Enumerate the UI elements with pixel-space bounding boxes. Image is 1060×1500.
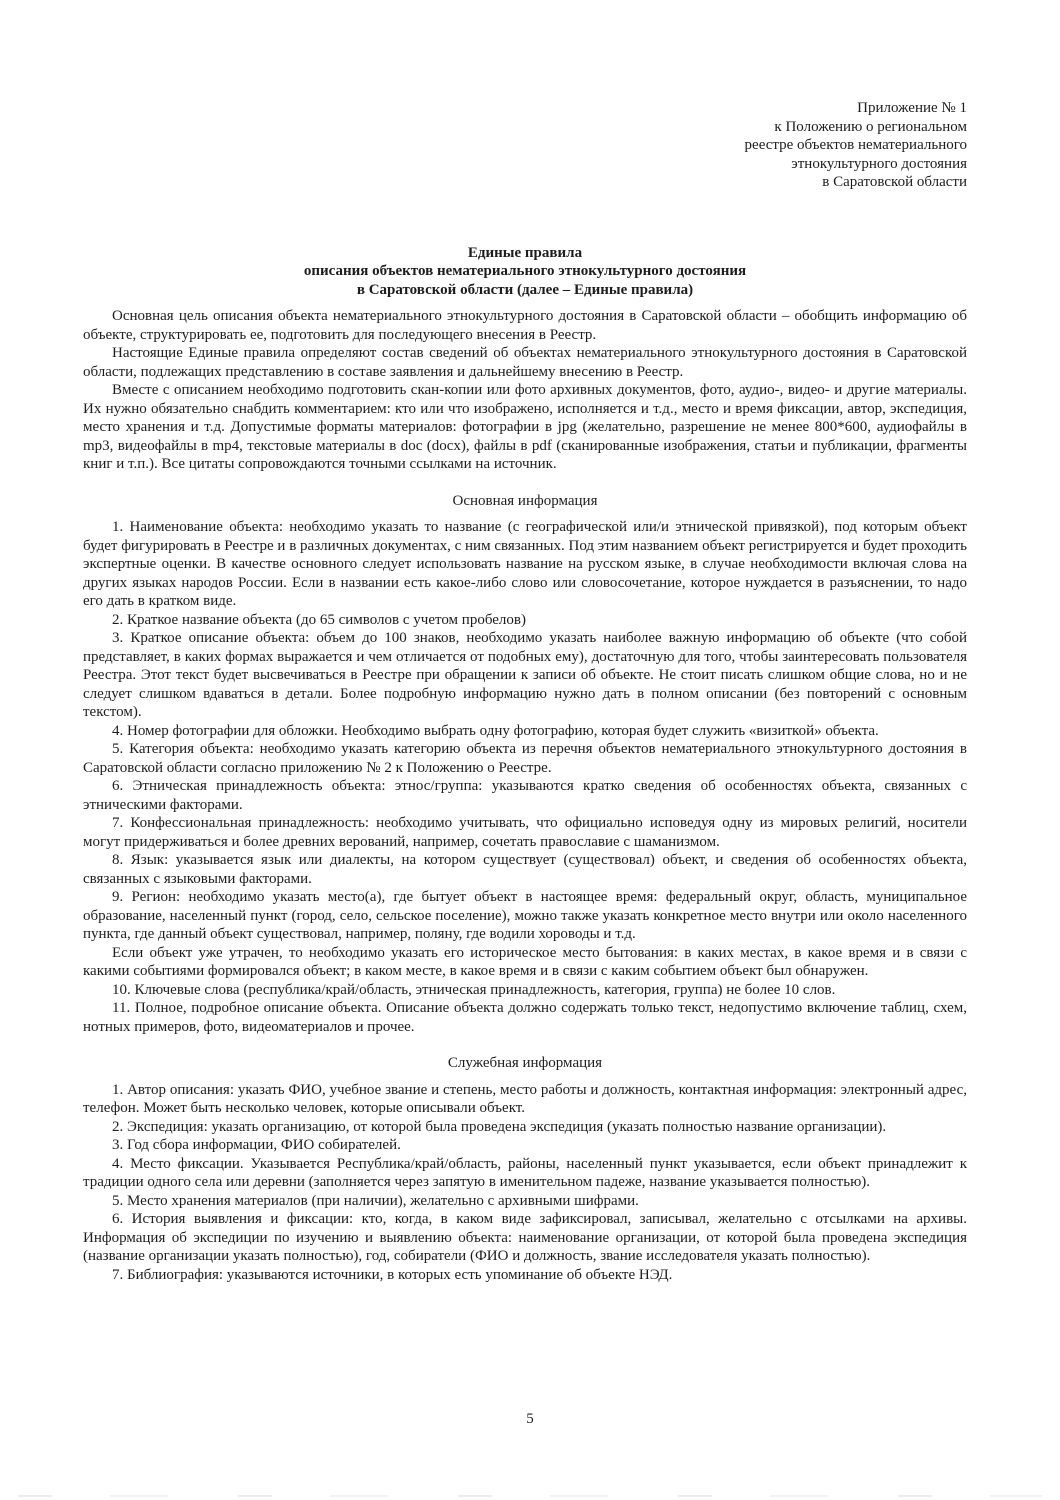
paragraph: 3. Год сбора информации, ФИО собирателей.: [112, 1137, 401, 1153]
intro-paragraph: Вместе с описанием необходимо подготовить скан-копии или фото архивных документов, фото, аудио-, видео- и другие материалы. Их нужно обязательно снабдить комментарием: кто или что изображено, исполняется и т.д., место и время фиксации, автор, экспедиция, место хранения и т.д. Допустимые форматы материалов: фотографии в jpg (желательно, разрешение не менее 800*600, аудиофайлы в mp3, видеофайлы в mp4, текстовые материалы в doc (docx), файлы в pdf (сканированные изображения, статьи и публикации, фрагменты книг и т.п.). Все цитаты сопровождаются точными ссылками на источник.: [83, 382, 967, 472]
paragraph: Если объект уже утрачен, то необходимо указать его историческое место бытования: в каких местах, в какое время и в связи с какими событиями формировался объект; в каком месте, в какое время и в связи с каким событием объект был обнаружен.: [83, 944, 967, 979]
document-title-line: описания объектов нематериального этнокультурного достояния: [303, 263, 747, 279]
scan-edge-artifact: [18, 1495, 1042, 1497]
appendix-ref-line: Приложение № 1: [857, 100, 967, 116]
section-heading-main-info: Основная информация: [452, 492, 598, 509]
paragraph: 10. Ключевые слова (республика/край/область, этническая принадлежность, категория, группа) не более 10 слов.: [112, 981, 836, 998]
section-heading-service-info: Служебная информация: [447, 1055, 603, 1071]
paragraph: 8. Язык: указывается язык или диалекты, на котором существует (существовал) объект, и сведения об особенностях объекта, связанных с языковыми факторами.: [83, 852, 967, 887]
intro-paragraph: Основная цель описания объекта нематериального этнокультурного достояния в Саратовской области – обобщить информацию об объекте, структурировать ее, подготовить для последующего внесения в Реестр.: [83, 308, 967, 343]
paragraph: 1. Автор описания: указать ФИО, учебное звание и степень, место работы и должность, контактная информация: электронный адрес, телефон. Может быть несколько человек, которые описывали объект.: [83, 1081, 967, 1116]
paragraph: 9. Регион: необходимо указать место(а), где бытует объект в настоящее время: федеральный округ, область, муниципальное образование, населенный пункт (город, село, сельское поселение), можно также указать конкретное место внутри или около населенного пункта, где данный объект существовал, например, поляну, где водили хороводы и т.д.: [83, 889, 967, 942]
page-number: 5: [526, 1411, 534, 1427]
paragraph: 11. Полное, подробное описание объекта. Описание объекта должно содержать только текст, недопустимо включение таблиц, схем, нотных примеров, фото, видеоматериалов и прочее.: [83, 1000, 967, 1035]
paragraph: 1. Наименование объекта: необходимо указать то название (с географической или/и этнической привязкой), под которым объект будет фигурировать в Реестре и в различных документах, с ним связанных. Под этим названием объект регистрируется и будет проходить экспертные оценки. В качестве основного следует использовать название на русском языке, в случае необходимости включая слова на других языках народов России. Если в названии есть какое-либо слово или словосочетание, которое нуждается в разъяснении, то надо его дать в кратком виде.: [83, 519, 967, 609]
appendix-ref-line: этнокультурного достояния: [791, 155, 967, 172]
paragraph: 2. Краткое название объекта (до 65 символов с учетом пробелов): [112, 611, 526, 628]
paragraph: 2. Экспедиция: указать организацию, от которой была проведена экспедиция (указать полностью название организации).: [112, 1118, 887, 1135]
paragraph: 6. История выявления и фиксации: кто, когда, в каком виде зафиксировал, записывал, желательно с отсылками на архивы. Информация об экспедиции по изучению и выявлению объекта: наименование организации, от которой была проведена экспедиция (название организации указать полностью), год, собиратели (ФИО и должность, звание исследователя указать полностью).: [83, 1211, 967, 1264]
paragraph: 3. Краткое описание объекта: объем до 100 знаков, необходимо указать наиболее важную информацию об объекте (что собой представляет, в каких формах выражается и чем отличается от подобных ему), достаточную для того, чтобы заинтересовать пользователя Реестра. Этот текст будет высвечиваться в Реестре при обращении к записи об объекте. Не стоит писать слишком общие слова, но и не следует слишком вдаваться в детали. Более подробную информацию нужно дать в полном описании (без повторений с основным текстом).: [83, 630, 967, 720]
intro-paragraph: Настоящие Единые правила определяют состав сведений об объектах нематериального этнокультурного достояния в Саратовской области, подлежащих представлению в составе заявления и дальнейшему внесению в Реестр.: [83, 345, 967, 380]
paragraph: 4. Место фиксации. Указывается Республика/край/область, районы, населенный пункт указывается, если объект принадлежит к традиции одного села или деревни (заполняется через запятую в именительном падеже, название указывается полностью).: [83, 1155, 967, 1190]
document-title-line: Единые правила: [467, 244, 583, 261]
document-title-line: в Саратовской области (далее – Единые правила): [356, 281, 694, 298]
page-content: [83, 0, 967, 1284]
appendix-ref-line: в Саратовской области: [822, 174, 967, 190]
appendix-ref-line: к Положению о региональном: [774, 118, 967, 135]
appendix-ref-block: [83, 99, 967, 192]
paragraph: 7. Библиография: указываются источники, в которых есть упоминание об объекте НЭД.: [112, 1266, 673, 1283]
paragraph: 6. Этническая принадлежность объекта: этнос/группа: указываются кратко сведения об особенностях объекта, связанных с этническими факторами.: [83, 778, 967, 813]
document-title: [83, 244, 967, 300]
paragraph: 4. Номер фотографии для обложки. Необходимо выбрать одну фотографию, которая будет служить «визиткой» объекта.: [112, 722, 879, 739]
paragraph: 7. Конфессиональная принадлежность: необходимо учитывать, что официально исповедуя одну из мировых религий, носители могут придерживаться и более древних верований, например, сочетать православие с шаманизмом.: [83, 815, 967, 850]
paragraph: 5. Место хранения материалов (при наличии), желательно с архивными шифрами.: [112, 1192, 639, 1209]
paragraph: 5. Категория объекта: необходимо указать категорию объекта из перечня объектов нематериального этнокультурного достояния в Саратовской области согласно приложению № 2 к Положению о Реестре.: [83, 741, 967, 776]
appendix-ref-line: реестре объектов нематериального: [744, 137, 967, 153]
